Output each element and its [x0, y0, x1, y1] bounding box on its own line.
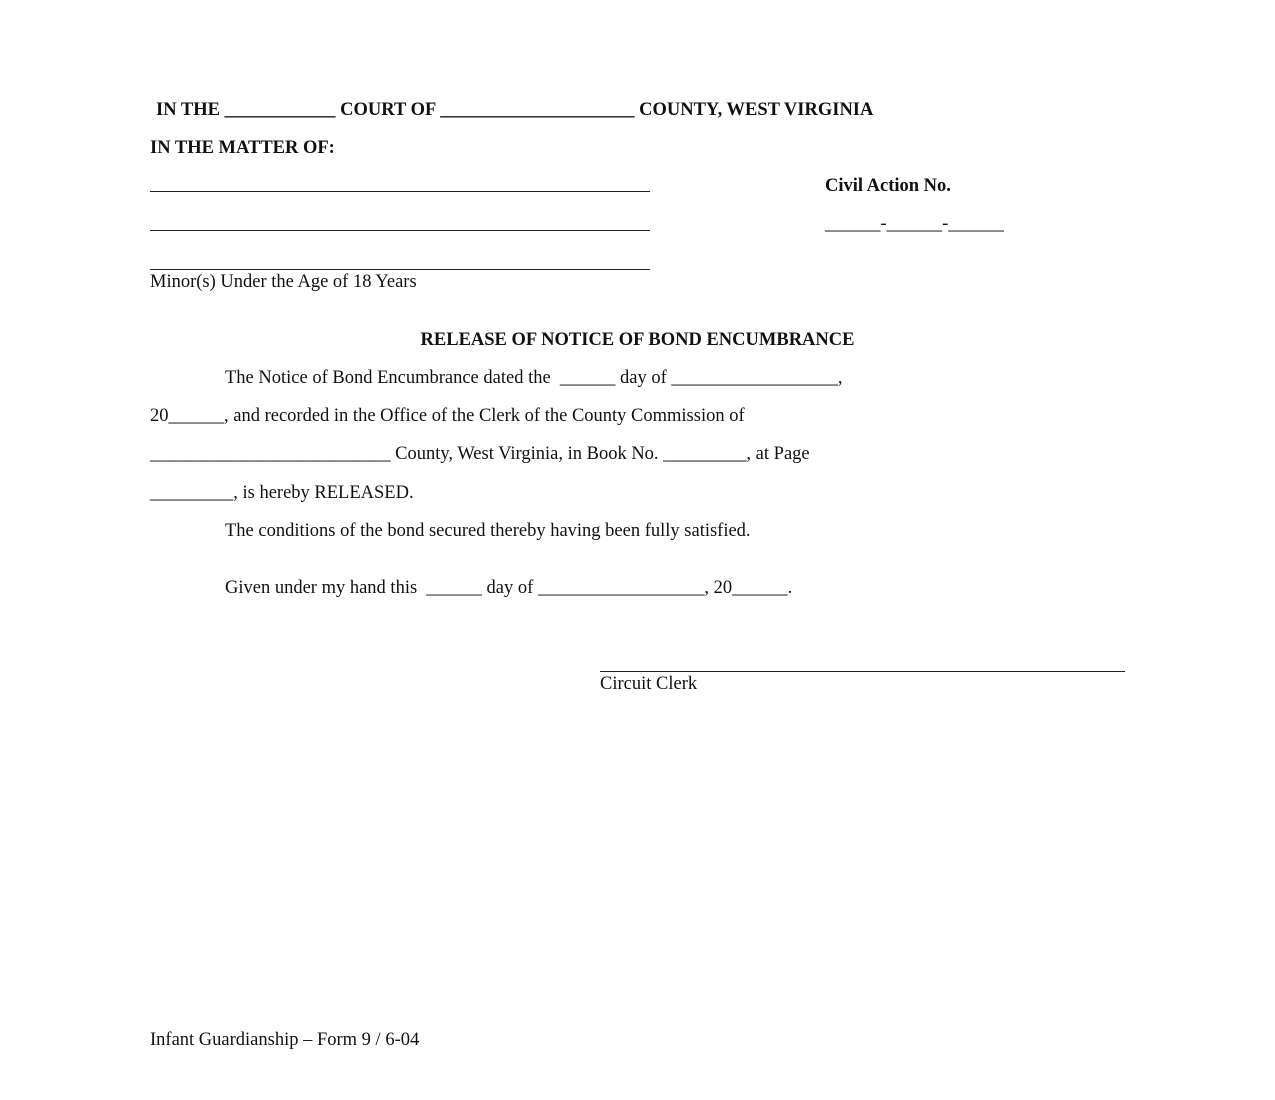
civil-action-label: Civil Action No.: [825, 176, 951, 196]
signature-label: Circuit Clerk: [600, 674, 698, 694]
body-paragraph-1-line-4: _________, is hereby RELEASED.: [150, 483, 414, 503]
matter-label: IN THE MATTER OF:: [150, 138, 335, 158]
document-title: RELEASE OF NOTICE OF BOND ENCUMBRANCE: [420, 330, 855, 350]
minor-name-line-1: [150, 191, 650, 192]
minor-label: Minor(s) Under the Age of 18 Years: [150, 272, 417, 292]
court-caption-line: IN THE ____________ COURT OF _____________________ COUNTY, WEST VIRGINIA: [156, 100, 874, 120]
body-paragraph-2: The conditions of the bond secured thereby having been fully satisfied.: [225, 521, 751, 541]
minor-name-line-3: [150, 269, 650, 270]
body-paragraph-3: Given under my hand this ______ day of __________________, 20______.: [225, 578, 793, 598]
body-paragraph-1-line-3: __________________________ County, West Virginia, in Book No. _________, at Page: [150, 444, 810, 464]
footer-form-id: Infant Guardianship – Form 9 / 6-04: [150, 1030, 420, 1050]
civil-action-number: ______-______-______: [825, 214, 1004, 234]
minor-name-line-2: [150, 230, 650, 231]
body-paragraph-1-line-2: 20______, and recorded in the Office of the Clerk of the County Commission of: [150, 406, 745, 426]
signature-line: [600, 671, 1125, 672]
body-paragraph-1-line-1: The Notice of Bond Encumbrance dated the ______ day of __________________,: [225, 368, 843, 388]
